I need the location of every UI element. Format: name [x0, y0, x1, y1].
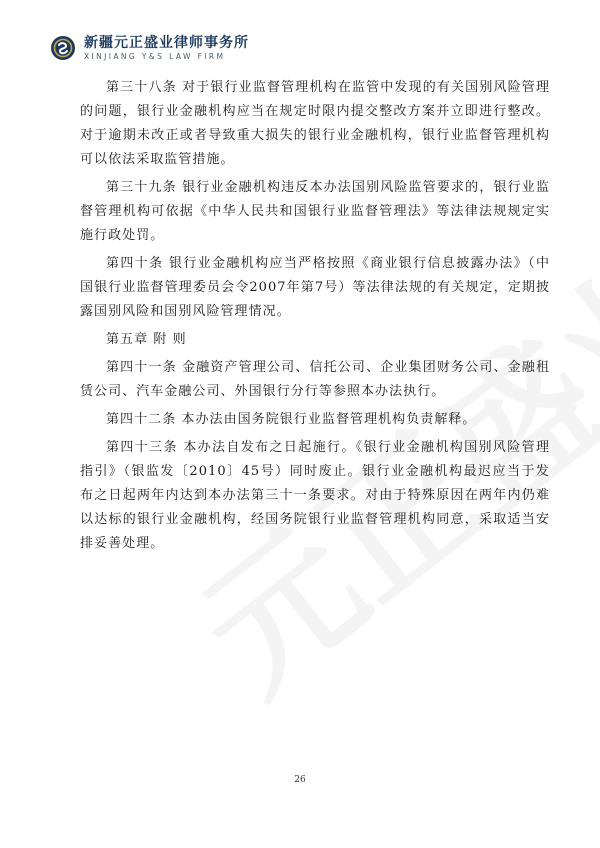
firm-logo-icon	[50, 35, 76, 61]
article-39: 第三十九条 银行业金融机构违反本办法国别风险监管要求的，银行业监督管理机构可依据《中华人民共和国银行业监督管理法》等法律法规规定实施行政处罚。	[80, 180, 550, 243]
article-40: 第四十条 银行业金融机构应当严格按照《商业银行信息披露办法》（中国银行业监督管理委员会令2007年第7号）等法律法规的有关规定，定期披露国别风险和国别风险管理情况。	[80, 256, 550, 319]
article-38: 第三十八条 对于银行业监督管理机构在监管中发现的有关国别风险管理的问题，银行业金融机构应当在规定时限内提交整改方案并立即进行整改。对于逾期未改正或者导致重大损失的银行业金融机构，银行业监督管理机构可以依法采取监管措施。	[80, 80, 550, 167]
chapter-heading: 第五章 附 则	[106, 332, 187, 347]
firm-name-cn: 新疆元正盛业律师事务所	[84, 34, 249, 51]
article-43: 第四十三条 本办法自发布之日起施行。《银行业金融机构国别风险管理指引》（银监发〔2010〕45号）同时废止。银行业金融机构最迟应当于发布之日起两年内达到本办法第三十一条要求。对由于特殊原因在两年内仍难以达标的银行业金融机构，经国务院银行业监督管理机构同意，采取适当安排妥善处理。	[80, 440, 550, 551]
document-body	[80, 76, 550, 560]
firm-name-block	[84, 36, 249, 61]
firm-name-en: XINJIANG Y&S LAW FIRM	[84, 51, 226, 61]
article-42: 第四十二条 本办法由国务院银行业监督管理机构负责解释。	[106, 412, 477, 427]
page-number: 26	[294, 775, 306, 785]
article-41: 第四十一条 金融资产管理公司、信托公司、企业集团财务公司、金融租赁公司、汽车金融公司、外国银行分行等参照本办法执行。	[80, 360, 550, 399]
page-header	[50, 28, 249, 68]
